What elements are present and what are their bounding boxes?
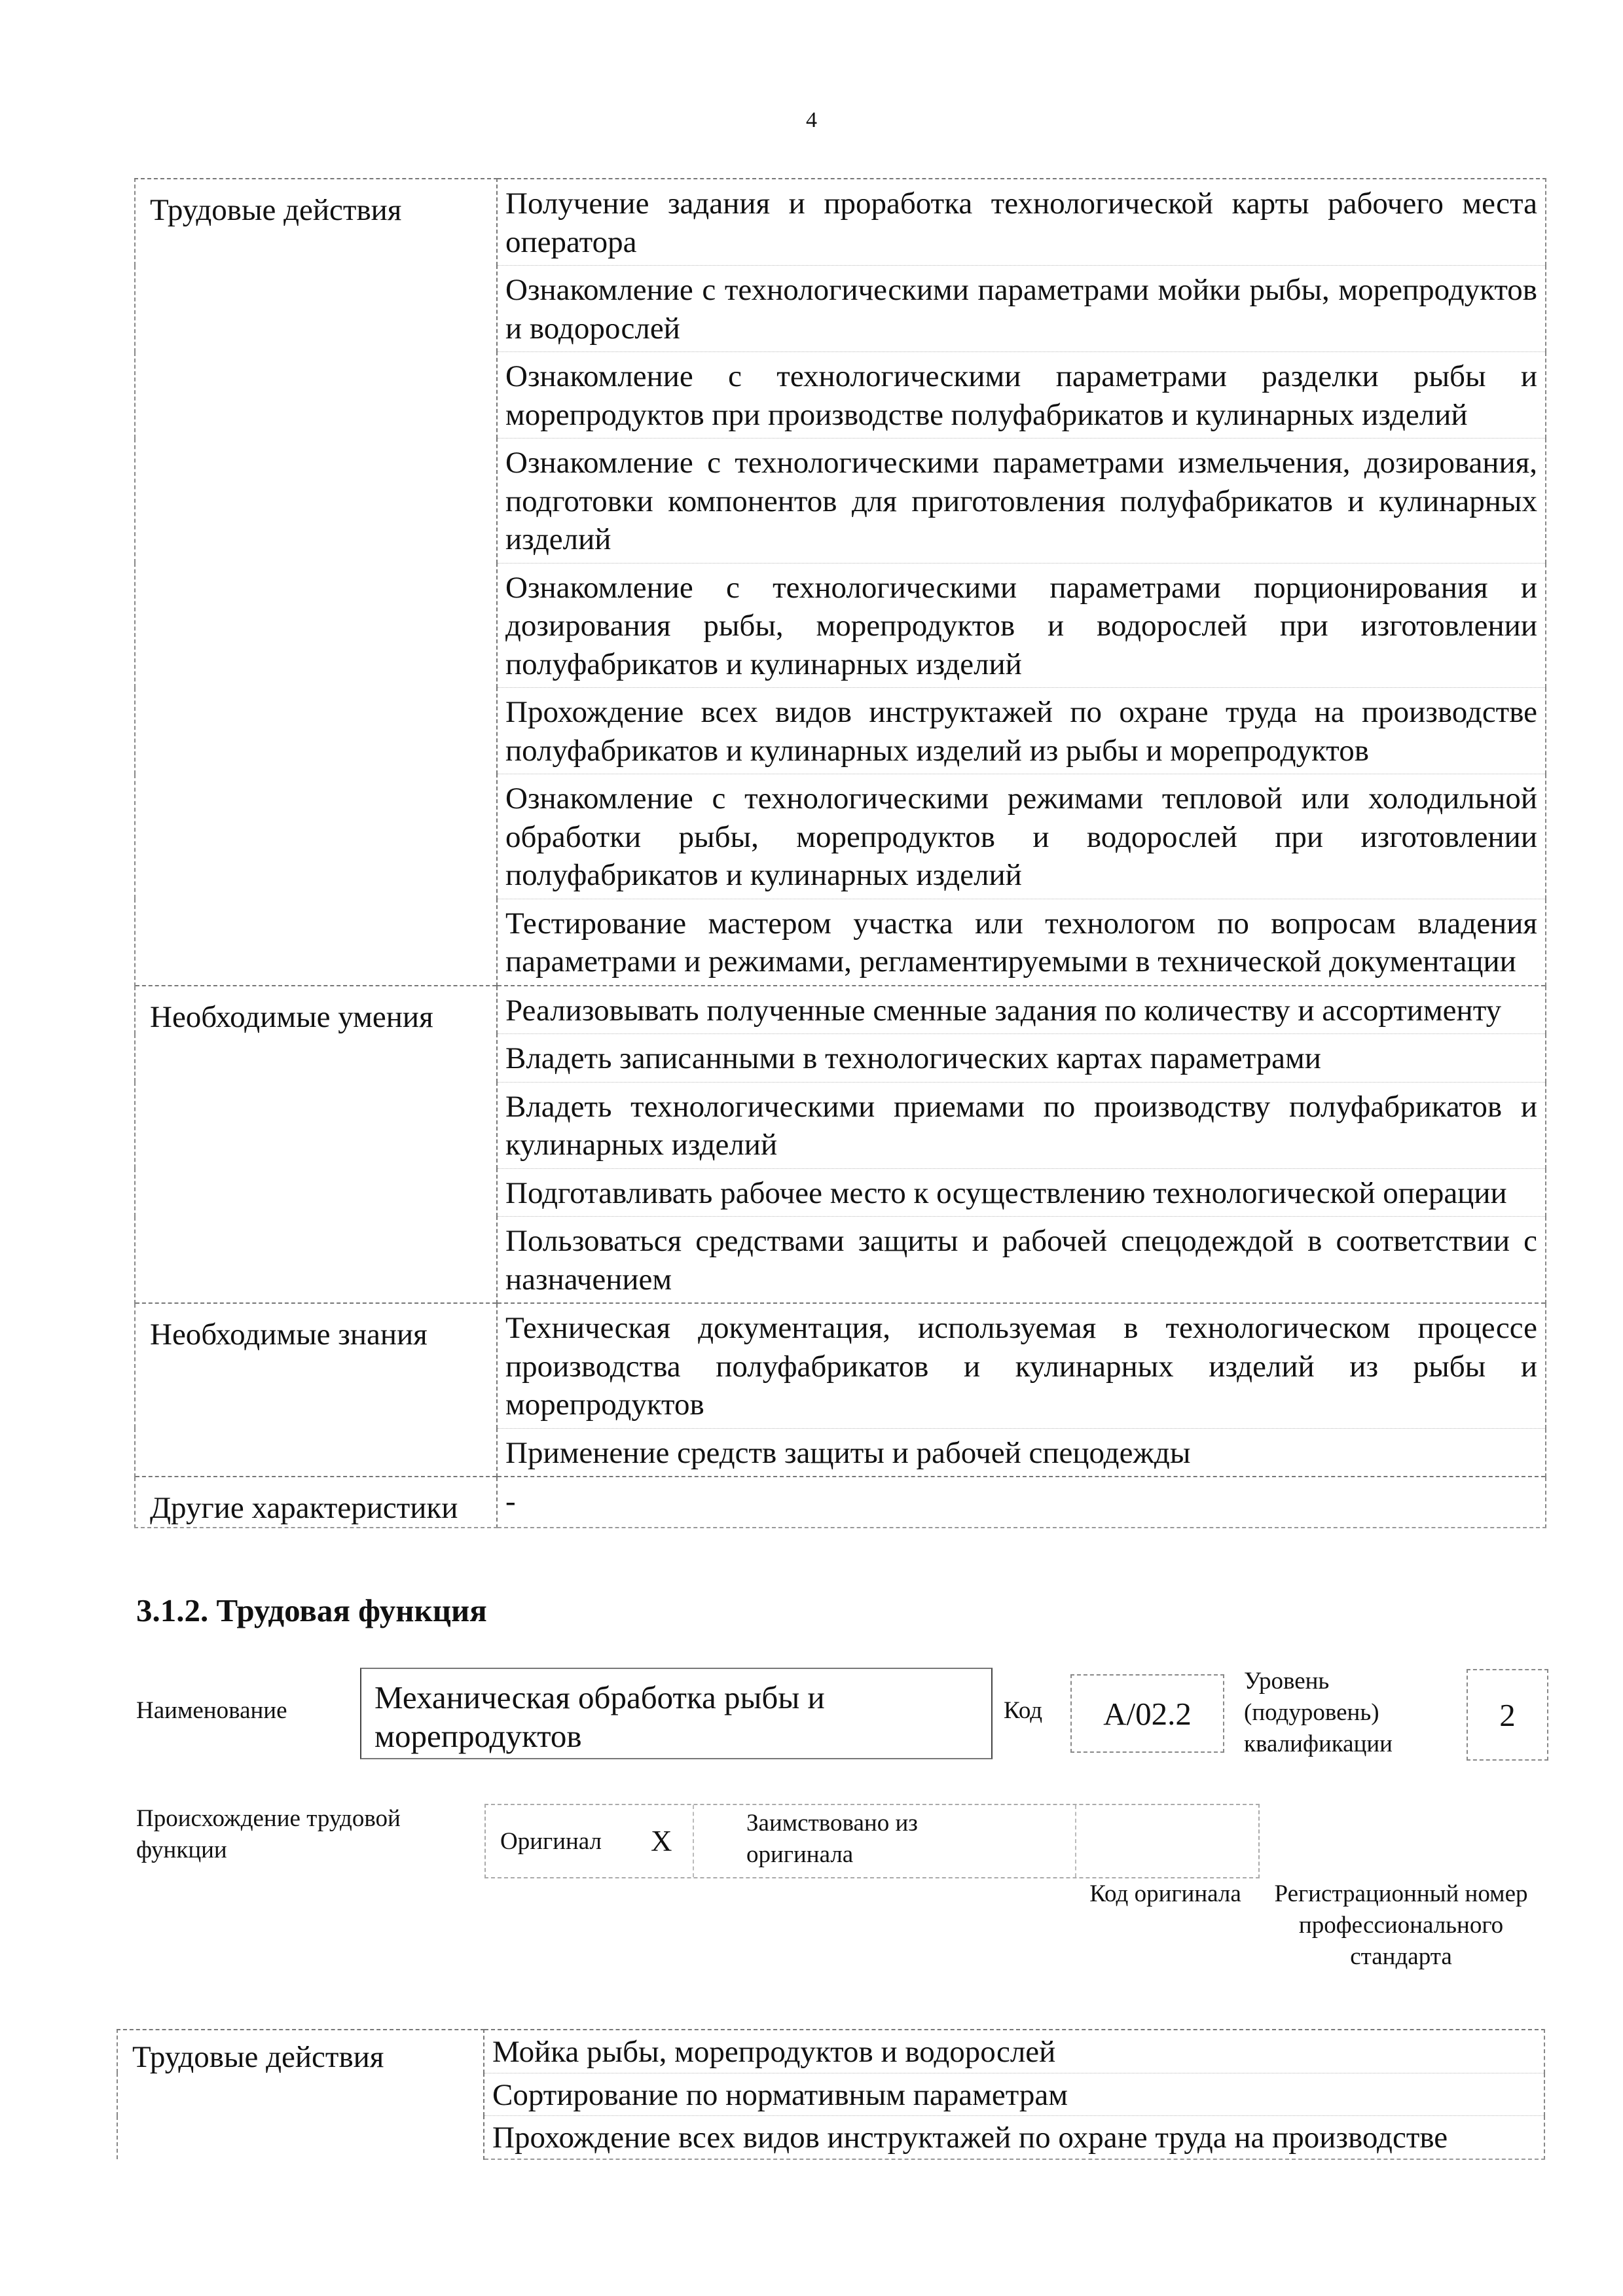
- row-description-text: Прохождение всех видов инструктажей по охране труда на производстве: [492, 2121, 1448, 2155]
- origin-box: [484, 1804, 1260, 1878]
- row-description: [484, 2073, 1544, 2116]
- row-label: Необходимые знания: [135, 1303, 497, 1477]
- row-description-text: Получение задания и проработка технологической карты рабочего места оператора: [505, 187, 1537, 259]
- level-label: Уровень (подуровень) квалификации: [1244, 1668, 1393, 1757]
- row-description: [484, 2030, 1544, 2073]
- row-description: [497, 352, 1546, 439]
- row-label: Необходимые умения: [135, 986, 497, 1304]
- row-label: Другие характеристики: [135, 1477, 497, 1528]
- table-row: [135, 986, 1546, 1034]
- code-original-caption: Код оригинала: [1089, 1880, 1241, 1907]
- row-description: [497, 688, 1546, 774]
- labor-function-table: [134, 178, 1546, 1528]
- row-description: [484, 2116, 1544, 2159]
- section-heading: 3.1.2. Трудовая функция: [136, 1592, 487, 1628]
- row-description-text: Реализовывать полученные сменные задания по количеству и ассортименту: [505, 993, 1502, 1028]
- row-description-text: Прохождение всех видов инструктажей по охране труда на производстве полуфабрикатов и кулинарных изделий из рыбы и морепродуктов: [505, 695, 1537, 768]
- row-description: [497, 563, 1546, 688]
- row-description-text: Тестирование мастером участка или технологом по вопросам владения параметрами и режимами, регламентируемыми в технической документации: [505, 906, 1537, 978]
- reg-number-caption: Регистрационный номер профессионального стандарта: [1274, 1880, 1528, 1970]
- table-row: [117, 2030, 1544, 2073]
- row-description: [497, 266, 1546, 352]
- row-label: Трудовые действия: [135, 179, 497, 986]
- level-value: 2: [1499, 1696, 1516, 1733]
- row-description: [497, 1303, 1546, 1428]
- page-number: 4: [806, 108, 817, 132]
- row-description: [497, 1082, 1546, 1168]
- row-description-text: Пользоваться средствами защиты и рабочей спецодеждой в соответствии с назначением: [505, 1224, 1537, 1297]
- level-value-box: [1467, 1669, 1548, 1761]
- name-label: Наименование: [136, 1697, 287, 1724]
- row-description-text: Ознакомление с технологическими параметрами измельчения, дозирования, подготовки компонентов для приготовления полуфабрикатов и кулинарных изделий: [505, 446, 1537, 556]
- row-description: [497, 1428, 1546, 1477]
- row-description-text: Техническая документация, используемая в технологическом процессе производства полуфабрикатов и кулинарных изделий из рыбы и морепродуктов: [505, 1311, 1537, 1422]
- original-label: Оригинал: [500, 1827, 602, 1855]
- name-value: Механическая обработка рыбы и морепродуктов: [374, 1679, 825, 1754]
- row-description-text: Подготавливать рабочее место к осуществлению технологической операции: [505, 1175, 1507, 1210]
- row-description-text: Ознакомление с технологическими режимами тепловой или холодильной обработки рыбы, морепродуктов и водорослей при изготовлении полуфабрикатов и кулинарных изделий: [505, 781, 1537, 892]
- row-description-text: Владеть записанными в технологических картах параметрами: [505, 1041, 1321, 1075]
- row-description: [497, 439, 1546, 564]
- row-description-text: Мойка рыбы, морепродуктов и водорослей: [492, 2035, 1056, 2069]
- row-description: [497, 1168, 1546, 1217]
- borrowed-label: Заимствовано из оригинала: [746, 1810, 918, 1868]
- row-label: Трудовые действия: [117, 2030, 484, 2159]
- row-description-text: Сортирование по нормативным параметрам: [492, 2077, 1068, 2112]
- row-description-text: Применение средств защиты и рабочей спецодежды: [505, 1435, 1191, 1470]
- code-label: Код: [1004, 1697, 1043, 1724]
- table-row: [135, 1477, 1546, 1528]
- row-description: [497, 1477, 1546, 1528]
- row-description: [497, 986, 1546, 1034]
- origin-divider: [1075, 1805, 1078, 1877]
- row-description: [497, 1034, 1546, 1083]
- row-description-text: -: [505, 1484, 516, 1518]
- row-description-text: Владеть технологическими приемами по производству полуфабрикатов и кулинарных изделий: [505, 1089, 1537, 1162]
- row-description: [497, 774, 1546, 899]
- name-value-box: [360, 1668, 993, 1759]
- row-description: [497, 1217, 1546, 1304]
- labor-actions-table: [117, 2029, 1545, 2160]
- row-description-text: Ознакомление с технологическими параметрами мойки рыбы, морепродуктов и водорослей: [505, 273, 1537, 346]
- origin-label: Происхождение трудовой функции: [136, 1805, 401, 1863]
- original-mark: X: [651, 1825, 672, 1857]
- code-value: А/02.2: [1103, 1695, 1192, 1732]
- row-description: [497, 899, 1546, 986]
- row-description-text: Ознакомление с технологическими параметрами разделки рыбы и морепродуктов при производстве полуфабрикатов и кулинарных изделий: [505, 359, 1537, 432]
- table-row: [135, 179, 1546, 266]
- row-description: [497, 179, 1546, 266]
- table-row: [135, 1303, 1546, 1428]
- origin-divider: [693, 1805, 695, 1877]
- code-value-box: [1070, 1674, 1224, 1753]
- row-description-text: Ознакомление с технологическими параметрами порционирования и дозирования рыбы, морепродуктов и водорослей при изготовлении полуфабрикатов и кулинарных изделий: [505, 570, 1537, 681]
